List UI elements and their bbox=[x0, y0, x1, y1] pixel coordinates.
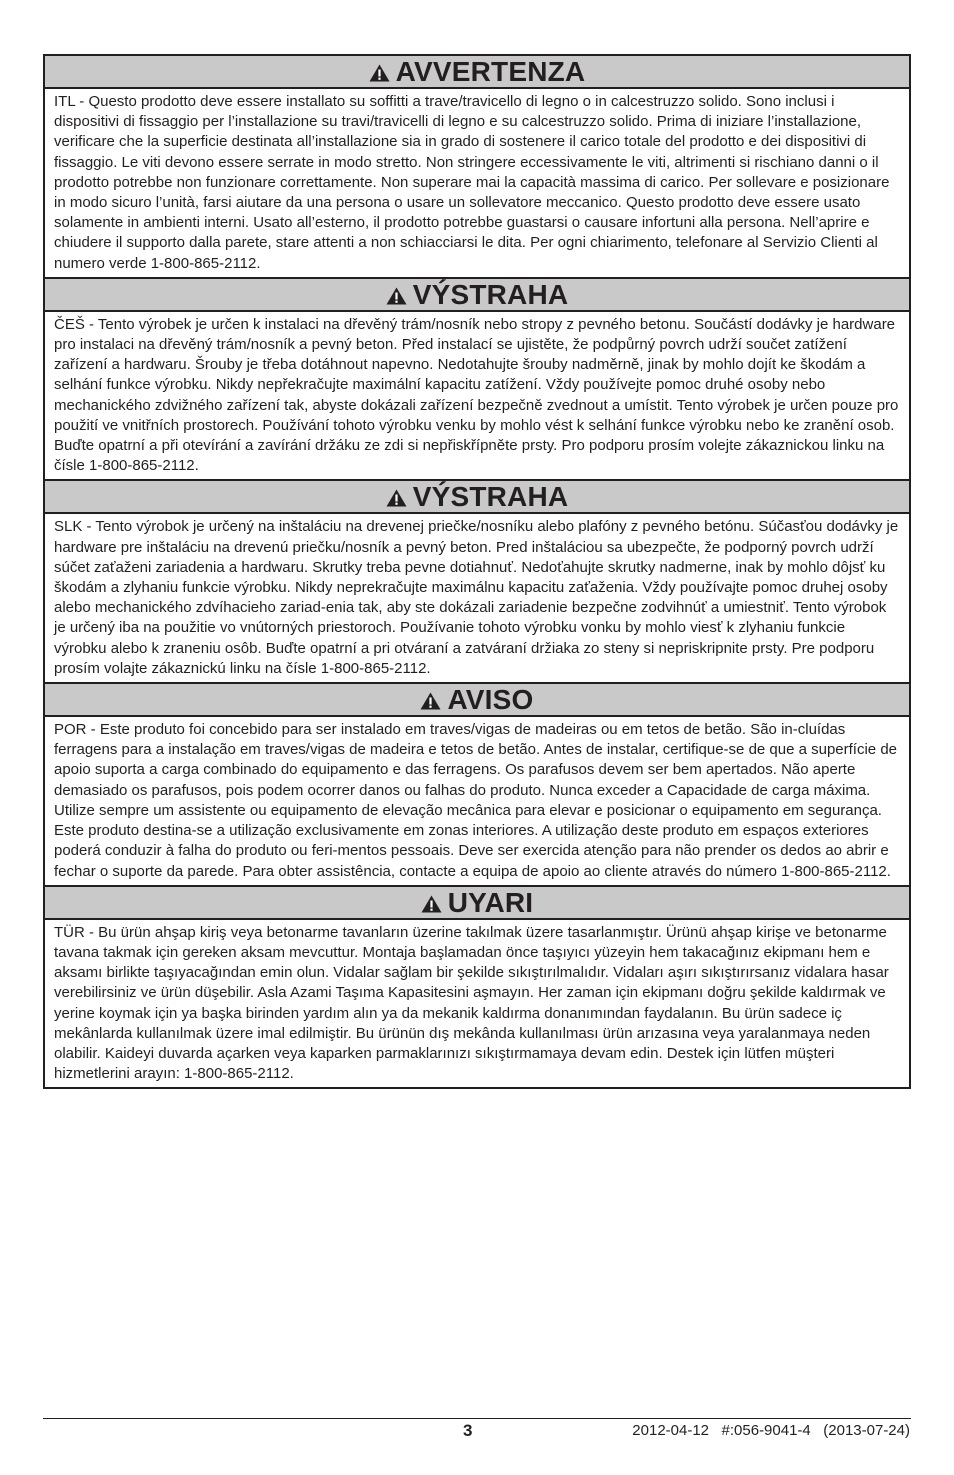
warning-section-slk bbox=[45, 479, 909, 682]
warnings-box bbox=[43, 54, 911, 1089]
section-text: POR - Este produto foi concebido para ser instalado em traves/vigas de madeiras ou em tetos de betão. São in-cluídas ferragens para a instalação em traves/vigas de madeira e tetos de betão. Antes de instalar, certifique-se de que a superfície de apoio suporta a carga combinado do equipamento e das ferragens. Os parafusos devem ser bem apertados. Não aperte demasiado os parafusos, pois podem ocorrer danos ou falhas do produto. Nunca exceder a Capacidade de carga máxima. Utilize sempre um assistente ou equipamento de elevação mecânica para elevar e posicionar o equipamento em segurança. Este produto destina-se a utilização exclusivamente em zonas interiores. A utilização deste produto em espaços exteriores poderá conduzir à falha do produto ou feri-mentos pessoais. Deve ser exercida atenção para não prender os dedos ao abrir e fechar o suporte da parede. Para obter assistência, contacte a equipa de apoio ao cliente através do número 1-800-865-2112. bbox=[54, 721, 898, 880]
warning-section-por bbox=[45, 682, 909, 885]
page-number: 3 bbox=[463, 1421, 473, 1440]
section-heading bbox=[45, 885, 909, 920]
section-text: ITL - Questo prodotto deve essere installato su soffitti a trave/travicello di legno o in calcestruzzo solido. Sono inclusi i dispositivi di fissaggio per l’installazione su travi/travicelli di legno e su calcestruzzo solido. Prima di iniziare l’installazione, verificare che la superficie destinata all’installazione sia in grado di sostenere il carico totale del prodotto e dei dispositivi di fissaggio. Le viti devono essere serrate in modo stretto. Non stringere eccessivamente le viti, altrimenti si rischiano danni o il prodotto potrebbe non funzionare correttamente. Non superare mai la capacità massima di carico. Per sollevare e posizionare in modo sicuro l’unità, farsi aiutare da una persona o usare un sollevatore meccanico. Questo prodotto deve essere usato solamente in ambienti interni. Usato all’esterno, il prodotto potrebbe guastarsi o causare infortuni alla persona. Nell’aprire e chiudere il supporto dalla parete, stare attenti a non schiacciarsi le dita. Per ogni chiarimento, telefonare al Servizio Clienti al numero verde 1-800-865-2112. bbox=[54, 93, 890, 272]
document-reference: 2012-04-12 #:056-9041-4 (2013-07-24) bbox=[632, 1422, 910, 1439]
section-heading bbox=[45, 682, 909, 717]
section-title: AVVERTENZA bbox=[395, 56, 586, 87]
warning-triangle-icon bbox=[386, 489, 407, 507]
warning-triangle-icon bbox=[369, 64, 390, 82]
section-title: AVISO bbox=[447, 684, 534, 716]
section-heading bbox=[45, 56, 909, 89]
section-text: SLK - Tento výrobok je určený na inštaláciu na drevenej priečke/nosníku alebo plafóny z pevného betónu. Súčasťou dodávky je hardware pre inštaláciu na drevenú priečku/nosník a pevný beton. Pred inštaláciou sa ubezpečte, že podporný povrch udrží súčet zaťaženi zariadenia a hardwaru. Skrutky treba pevne dotiahnuť. Nedoťahujte skrutky nadmerne, inak by mohlo dôjsť ku škodám a zlyhaniu funkcie výrobku. Nikdy neprekračujte maximálnu kapacitu zaťaženia. Vždy používajte pomoc druhej osoby alebo mechanického zdvíhacieho zariad-enia tak, aby ste dokázali zariadenie bezpečne zodvihnúť a umiestniť. Tento výrobok je určený iba na použitie vo vnútorných priestoroch. Používanie tohoto výrobku vonku by mohlo viesť k zlyhaniu funkcie výrobku alebo k zraneniu osôb. Buďte opatrní a pri otváraní a zatváraní držiaka zo steny si nepriskripnite prsty. Pre podporu prosím volajte zákaznickú linku na čísle 1-800-865-2112. bbox=[54, 518, 899, 677]
section-title: VÝSTRAHA bbox=[412, 278, 569, 310]
section-title: UYARI bbox=[447, 886, 534, 918]
warning-section-itl bbox=[45, 56, 909, 277]
section-text: TÜR - Bu ürün ahşap kiriş veya betonarme tavanların üzerine takılmak üzere tasarlanmıştır. Ürünü ahşap kirişe ve betonarme tavana takmak için gereken aksam mevcuttur. Montaja başlamadan önce taşıyıcı yüzeyin hem takacağınız ekipmanı hem e aksamı birlikte taşıyacağından emin olun. Vidalar sağlam bir şekilde sıkıştırılmalıdır. Vidaları aşırı sıkıştırırsanız vidalara hasar verebilirsiniz ve ürün düşebilir. Asla Azami Taşıma Kapasitesini aşmayın. Her zaman için ekipmanı doğru şekilde kaldırmak ve yerine koymak için ya başka birinden yardım alın ya da mekanik kaldırma donanımından faydalanın. Bu ürün sadece iç mekânlarda kullanılmak üzere imal edilmiştir. Bu ürünün dış mekânda kullanılması ürün arızasına veya yaralanmaya neden olabilir. Kaideyi duvarda açarken veya kaparken parmaklarınızı sıkıştırmamaya devam edin. Destek için lütfen müşteri hizmetlerini arayın: 1-800-865-2112. bbox=[54, 923, 889, 1083]
section-heading bbox=[45, 277, 909, 312]
warning-triangle-icon bbox=[421, 895, 442, 913]
warning-triangle-icon bbox=[420, 692, 441, 710]
section-text: ČEŠ - Tento výrobek je určen k instalaci na dřevěný trám/nosník nebo stropy z pevného betonu. Součástí dodávky je hardware pro instalaci na dřevěný trám/nosník a pevný beton. Před instalací se ujistěte, že podpůrný povrch udrží součet zatížení zařízení a hardwaru. Šrouby je třeba dotáhnout napevno. Nedotahujte šrouby nadměrně, jinak by mohlo dojít ke škodám a selhání funkce výrobku. Nikdy nepřekračujte maximální kapacitu zatížení. Vždy používejte pomoc druhé osoby nebo mechanického zdvižného zařízení tak, abyste dokázali zařízení bezpečně zvednout a umístit. Tento výrobek je určen pouze pro použití ve vnitřních prostorech. Používání tohoto výrobku venku by mohlo vést k selhání funkce výrobku nebo ke zranění osob. Buďte opatrní a při otevírání a zavírání držáku ze zdi si nepřiskřípněte prsty. Pro podporu prosím volejte zákaznickou linku na čísle 1-800-865-2112. bbox=[54, 315, 899, 475]
section-title: VÝSTRAHA bbox=[412, 481, 569, 513]
warning-section-tur bbox=[45, 885, 909, 1088]
section-heading bbox=[45, 479, 909, 514]
footer-divider bbox=[43, 1418, 911, 1419]
warning-section-ces bbox=[45, 277, 909, 480]
warning-triangle-icon bbox=[386, 287, 407, 305]
